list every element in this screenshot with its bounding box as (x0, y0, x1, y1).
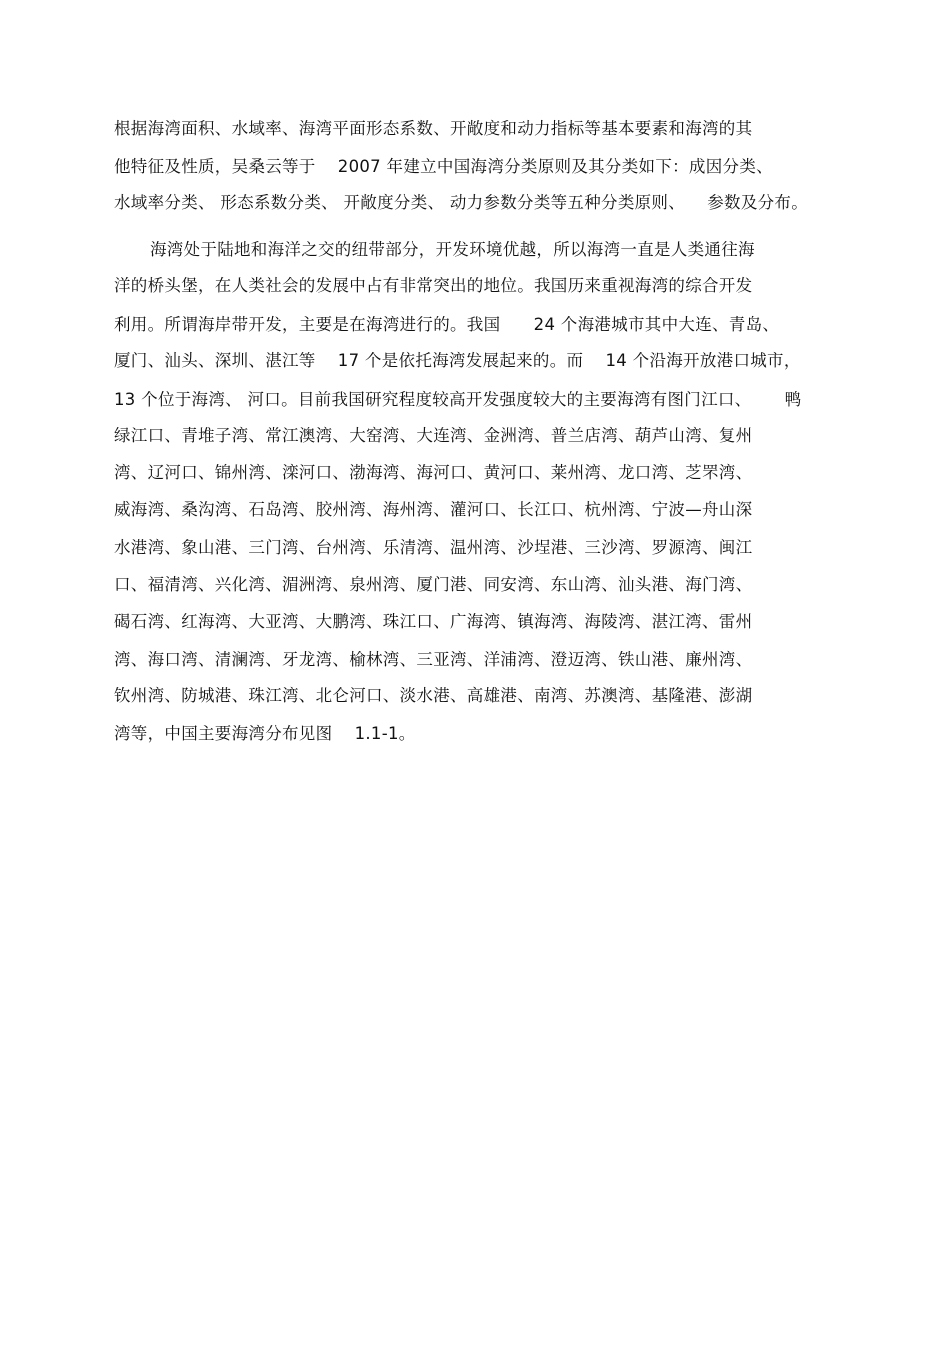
paragraph-line: 湾、辽河口、锦州湾、滦河口、渤海湾、海河口、黄河口、莱州湾、龙口湾、芝罘湾、 (114, 463, 753, 482)
paragraph-line: 湾、海口湾、清澜湾、牙龙湾、榆林湾、三亚湾、洋浦湾、澄迈湾、铁山港、廉州湾、 (114, 650, 753, 669)
paragraph-line: 海湾处于陆地和海洋之交的纽带部分，开发环境优越，所以海湾一直是人类通往海 (150, 240, 755, 259)
paragraph-line: 他特征及性质，吴桑云等于 2007 年建立中国海湾分类原则及其分类如下：成因分类、 (114, 157, 773, 176)
paragraph-line: 利用。所谓海岸带开发，主要是在海湾进行的。我国 24 个海港城市其中大连、青岛、 (114, 315, 780, 334)
paragraph-line: 洋的桥头堡，在人类社会的发展中占有非常突出的地位。我国历来重视海湾的综合开发 (114, 276, 753, 295)
paragraph-line: 威海湾、桑沟湾、石岛湾、胶州湾、海州湾、灌河口、长江口、杭州湾、宁波—舟山深 (114, 500, 753, 519)
paragraph-line: 钦州湾、防城港、珠江湾、北仑河口、淡水港、高雄港、南湾、苏澳湾、基隆港、澎湖 (114, 686, 753, 705)
paragraph-line: 湾等，中国主要海湾分布见图 1.1-1。 (114, 724, 416, 743)
paragraph-line: 水域率分类、 形态系数分类、 开敞度分类、 动力参数分类等五种分类原则、 参数及分布。 (114, 193, 809, 212)
paragraph-line: 绿江口、青堆子湾、常江澳湾、大窑湾、大连湾、金洲湾、普兰店湾、葫芦山湾、复州 (114, 426, 753, 445)
paragraph-line: 口、福清湾、兴化湾、湄洲湾、泉州湾、厦门港、同安湾、东山湾、汕头港、海门湾、 (114, 575, 753, 594)
paragraph-line: 厦门、汕头、深圳、湛江等 17 个是依托海湾发展起来的。而 14 个沿海开放港口城市， (114, 351, 801, 370)
paragraph-line: 根据海湾面积、水域率、海湾平面形态系数、开敞度和动力指标等基本要素和海湾的其 (114, 119, 753, 138)
paragraph-line: 13 个位于海湾、 河口。目前我国研究程度较高开发强度较大的主要海湾有图门江口、 鸭 (114, 390, 802, 409)
paragraph-line: 碣石湾、红海湾、大亚湾、大鹏湾、珠江口、广海湾、镇海湾、海陵湾、湛江湾、雷州 (114, 612, 753, 631)
paragraph-line: 水港湾、象山港、三门湾、台州湾、乐清湾、温州湾、沙埕港、三沙湾、罗源湾、闽江 (114, 538, 753, 557)
